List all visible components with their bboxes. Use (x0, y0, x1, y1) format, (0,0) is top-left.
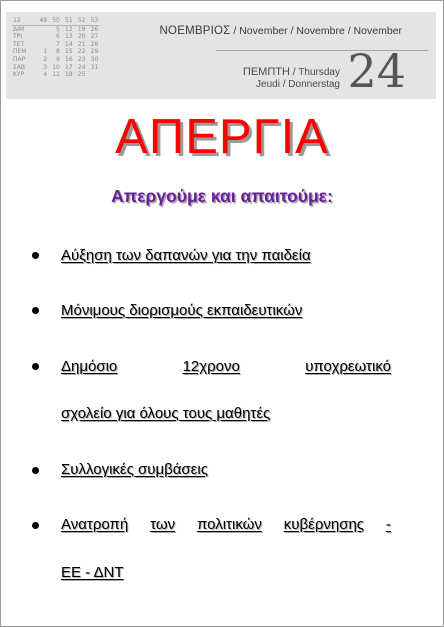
mini-calendar-date: 5 (56, 25, 60, 33)
mini-calendar-day: ΔΙΜ (13, 25, 25, 33)
weekday-english: / Thursday (289, 67, 340, 78)
mini-calendar-day: ΠΕΜ (13, 48, 27, 56)
mini-calendar-day: ΤΕΤ (13, 40, 25, 48)
mini-calendar-date: 27 (90, 33, 99, 41)
mini-calendar-date: 28 (90, 40, 99, 48)
mini-calendar-date: 9 (56, 55, 60, 63)
bullet-icon (32, 363, 39, 370)
mini-calendar-date: 8 (56, 48, 60, 56)
mini-calendar-date: 31 (90, 63, 99, 71)
demand-item: Μόνιμους διορισμούς εκπαιδευτικών (61, 302, 303, 319)
mini-calendar-date: 12 (65, 25, 73, 33)
mini-calendar-date: 4 (43, 71, 48, 79)
mini-calendar-date: 15 (65, 48, 73, 56)
mini-calendar-date: 29 (90, 48, 99, 56)
demand-item-line1: Δημόσιο 12χρονο υποχρεωτικό (61, 358, 391, 375)
mini-calendar-day: ΠΑΡ (13, 55, 26, 63)
mini-calendar-date: 24 (77, 63, 86, 71)
mini-calendar-date: 19 (77, 25, 86, 33)
mini-calendar-day: ΤΡΙ (13, 33, 23, 41)
mini-calendar-date: 13 (65, 33, 73, 41)
mini-calendar-date: 3 (43, 63, 48, 71)
bullet-icon (32, 467, 39, 474)
mini-calendar-date: 2 (43, 55, 48, 63)
mini-calendar-date: 23 (77, 55, 86, 63)
mini-calendar-date: 22 (77, 48, 86, 56)
mini-calendar-date: 20 (77, 33, 86, 41)
mini-calendar-date: 14 (65, 40, 73, 48)
bullet-icon (32, 252, 39, 259)
mini-calendar-date: 6 (56, 33, 60, 41)
demand-item-line2: σχολείο για όλους τους μαθητές (61, 405, 271, 422)
mini-calendar-date: 10 (52, 63, 60, 71)
mini-calendar-date: 21 (77, 40, 86, 48)
month-greek: ΝΟΕΜΒΡΙΟΣ (159, 25, 231, 37)
mini-calendar-date: 26 (90, 25, 99, 33)
day-number: 24 (347, 44, 406, 98)
bullet-icon (32, 522, 39, 529)
mini-calendar-date: 7 (56, 40, 60, 48)
mini-calendar-day: ΚΥΡ (13, 71, 25, 79)
demand-item-line2: ΕΕ - ΔΝΤ (61, 564, 124, 581)
demand-item: Αύξηση των δαπανών για την παιδεία (61, 247, 311, 264)
demand-item-line1: Ανατροπή των πολιτικών κυβέρνησης - (61, 516, 391, 533)
mini-calendar-date: 11 (52, 71, 60, 79)
headline: ΑΠΕΡΓΙΑ (115, 110, 329, 164)
mini-calendar-date: 16 (65, 55, 73, 63)
weekday-greek: ΠΕΜΠΤΗ (242, 66, 290, 78)
mini-calendar-day: ΣΑΒ (13, 63, 26, 71)
mini-calendar-date: 17 (65, 63, 73, 71)
bullet-icon (32, 307, 39, 314)
mini-calendar-date: 1 (43, 48, 48, 56)
mini-calendar-date: 25 (77, 71, 86, 79)
weekday-translations: Jeudi / Donnerstag (256, 78, 340, 90)
mini-calendar-date: 18 (65, 71, 73, 79)
month-translations: / November / Novembre / November (230, 25, 402, 37)
demand-item: Συλλογικές συμβάσεις (61, 461, 208, 478)
mini-calendar-date: 30 (90, 55, 99, 63)
mini-calendar-week-row: 12 49 50 51 52 53 (13, 17, 99, 24)
subheading: Απεργούμε και απαιτούμε: (111, 186, 333, 206)
